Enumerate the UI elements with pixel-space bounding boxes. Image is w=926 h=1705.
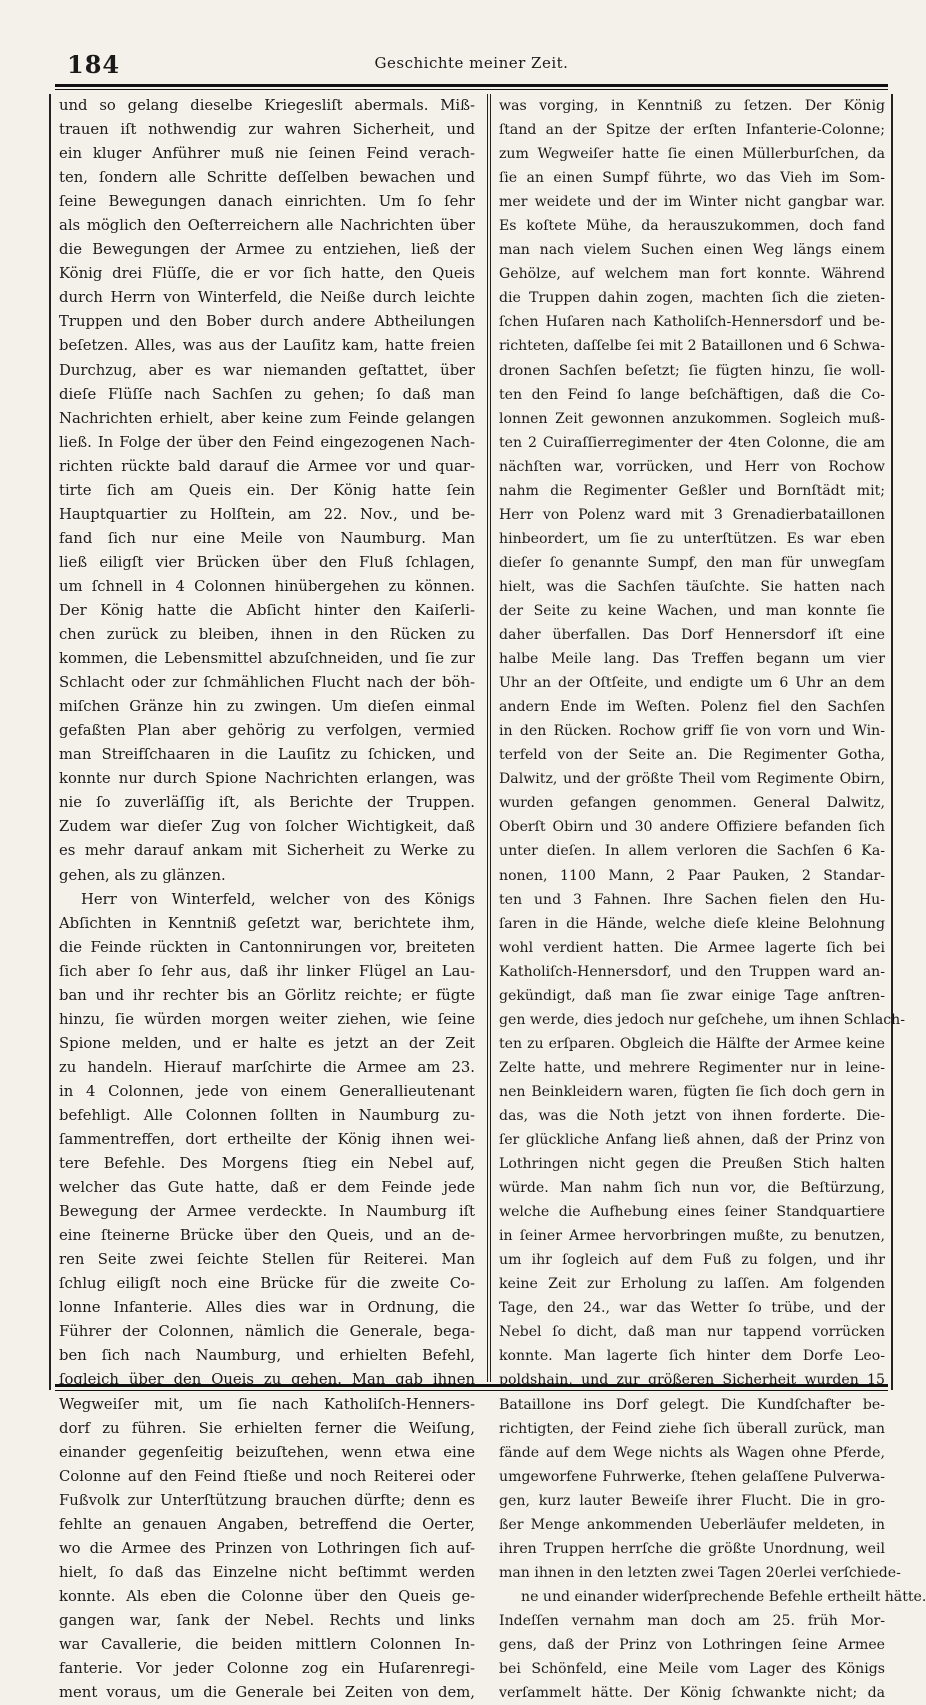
text-line: gens, daß der Prinz von Lothringen ſeine Armee	[499, 1637, 885, 1653]
text-line: fanterie. Vor jeder Colonne zog ein Huſarenregi-	[59, 1660, 475, 1678]
text-line: in 4 Colonnen, jede von einem Generallieutenant	[59, 1082, 475, 1100]
text-line: Zelte hatte, und mehrere Regimenter nur in leine-	[499, 1059, 885, 1076]
text-line: die Feinde rückten in Cantonnirungen vor, breiteten	[59, 938, 475, 956]
text-line: um ihr ſogleich auf dem Fuß zu folgen, und ihr	[499, 1252, 885, 1269]
text-line: gangen war, ſank der Nebel. Rechts und links	[59, 1611, 475, 1629]
text-line: war Cavallerie, die beiden mittlern Colonnen In-	[59, 1636, 475, 1653]
text-line: welcher das Gute hatte, daß er dem Feinde jede	[59, 1179, 475, 1197]
running-title: Geschichte meiner Zeit.	[374, 54, 569, 72]
text-line: es mehr darauf ankam mit Sicherheit zu Werke zu	[59, 842, 475, 860]
text-line: ließ eiligſt vier Brücken über den Fluß ſchlagen,	[59, 553, 475, 571]
text-line: nonen, 1100 Mann, 2 Paar Pauken, 2 Standar-	[499, 867, 885, 884]
text-line: konnte nur durch Spione Nachrichten erlangen, was	[59, 770, 475, 788]
page-number: 184	[67, 50, 121, 79]
text-line: Katholiſch-Hennersdorf, und den Truppen ward an-	[499, 963, 885, 980]
header-rule-thin	[55, 89, 888, 90]
text-line: wo die Armee des Prinzen von Lothringen ſich auf-	[59, 1539, 475, 1557]
text-line: terfeld von der Seite an. Die Regimenter Gotha,	[499, 747, 885, 764]
text-line: Truppen und den Bober durch andere Abtheilungen	[59, 313, 475, 331]
text-line: befehligt. Alle Colonnen ſollten in Naumburg zu-	[59, 1106, 475, 1124]
text-line: ſchen Huſaren nach Katholiſch-Hennersdorf und be-	[499, 314, 885, 331]
text-line: welche die Aufhebung eines ſeiner Standquartiere	[499, 1204, 885, 1221]
text-line: ten, ſondern alle Schritte deſſelben bewachen und	[59, 169, 475, 187]
text-line: unter dieſen. In allem verloren die Sachſen 6 Ka-	[499, 843, 885, 860]
text-line: Der König hatte die Abſicht hinter den Kaiſerli-	[59, 601, 475, 619]
text-line: Spione melden, und er halte es jetzt an der Zeit	[59, 1034, 475, 1052]
text-line: gekündigt, daß man ſie zwar einige Tage anſtren-	[499, 987, 885, 1004]
text-line: hinzu, ſie würden morgen weiter ziehen, wie ſeine	[59, 1010, 475, 1028]
text-line: Hauptquartier zu Holſtein, am 22. Nov., und be-	[59, 505, 475, 523]
text-line: ſeine Bewegungen danach einrichten. Um ſo ſehr	[59, 193, 475, 211]
text-line: ten 2 Cuiraſſierregimenter der 4ten Colonne, die am	[499, 434, 885, 451]
text-line: wurden gefangen genommen. General Dalwitz,	[499, 795, 885, 812]
text-line: fand ſich nur eine Meile von Naumburg. Man	[59, 529, 475, 547]
text-columns	[55, 94, 926, 1702]
text-line: nie ſo zuverläſſig iſt, als Berichte der Truppen.	[59, 794, 475, 812]
text-line: verſammelt hätte. Der König ſchwankte nicht; da	[499, 1685, 885, 1702]
text-line: was vorging, in Kenntniß zu ſetzen. Der König	[499, 98, 885, 114]
text-line: Zudem war dieſer Zug von ſolcher Wichtigkeit, daß	[59, 818, 475, 836]
text-line: ließ. In Folge der über den Feind eingezogenen Nach-	[59, 433, 475, 451]
text-line: hielt, ſo daß das Einzelne nicht beſtimmt werden	[59, 1563, 475, 1581]
text-line: Oberſt Obirn und 30 andere Offiziere befanden ſich	[499, 819, 885, 836]
text-line: ten und 3 Fahnen. Ihre Sachen fielen den Hu-	[499, 891, 885, 908]
text-line: ben ſich nach Naumburg, und erhielten Befehl,	[59, 1347, 475, 1365]
text-line: ſie an einen Sumpf führte, wo das Vieh im Som-	[499, 170, 885, 187]
text-line: ten zu erſparen. Obgleich die Hälfte der Armee keine	[499, 1035, 885, 1052]
footer-rule	[55, 1384, 888, 1387]
text-line: man Streifſchaaren in die Lauſitz zu ſchicken, und	[59, 746, 475, 764]
text-line: ſaren in die Hände, welche dieſe kleine Belohnung	[499, 915, 885, 932]
text-line: nen Beinkleidern waren, fügten ſie ſich doch gern in	[499, 1083, 885, 1100]
text-line: miſchen Gränze hin zu zwingen. Um dieſen einmal	[59, 698, 475, 716]
text-line: und so gelang dieselbe Kriegesliſt abermals. Miß-	[59, 97, 475, 114]
text-line: konnte. Man lagerte ſich hinter dem Dorfe Leo-	[499, 1348, 885, 1365]
text-line: Schlacht oder zur ſchmählichen Flucht nach der böh-	[59, 674, 475, 692]
header-rule	[55, 84, 888, 87]
right-column	[499, 94, 926, 1702]
text-line: lonnen Zeit gewonnen anzukommen. Sogleich muß-	[499, 410, 885, 427]
text-line: Es koſtete Mühe, da herauszukommen, doch fand	[499, 218, 885, 235]
text-line: ſogleich über den Queis zu gehen. Man gab ihnen	[59, 1371, 475, 1389]
text-line: eine ſteinerne Brücke über den Queis, und an de-	[59, 1227, 475, 1245]
text-line: richten rückte bald darauf die Armee vor und quar-	[59, 457, 475, 475]
text-line: gen werde, dies jedoch nur geſchehe, um ihnen Schlach-	[499, 1011, 906, 1028]
text-line: man ihnen in den letzten zwei Tagen 20erlei verſchiede-	[499, 1564, 901, 1581]
text-line: bei Schönfeld, eine Meile vom Lager des Königs	[499, 1661, 885, 1678]
text-line: halbe Meile lang. Das Treffen begann um vier	[499, 651, 885, 668]
text-line: ßer Menge ankommenden Ueberläufer meldeten, in	[499, 1516, 885, 1533]
text-line: Bewegung der Armee verdeckte. In Naumburg iſt	[59, 1203, 475, 1221]
text-line: Herr von Polenz ward mit 3 Grenadierbataillonen	[499, 506, 885, 523]
text-line: würde. Man nahm ſich nun vor, die Beſtürzung,	[499, 1180, 885, 1197]
text-line: keine Zeit zur Erholung zu laſſen. Am folgenden	[499, 1276, 885, 1293]
text-line: die Bewegungen der Armee zu entziehen, ließ der	[59, 241, 475, 259]
text-line: gen, kurz lauter Beweiſe ihrer Flucht. Die in gro-	[499, 1492, 885, 1509]
text-line: trauen iſt nothwendig zur wahren Sicherheit, und	[59, 121, 475, 139]
text-line: ſer glückliche Anfang ließ ahnen, daß der Prinz von	[499, 1132, 885, 1149]
text-line: lonne Infanterie. Alles dies war in Ordnung, die	[59, 1299, 475, 1317]
text-line: dieſer ſo genannte Sumpf, den man für unwegſam	[499, 554, 885, 571]
text-line: daher überfallen. Das Dorf Hennersdorf iſt eine	[499, 627, 885, 644]
text-line: nahm die Regimenter Geßler und Bornſtädt mit;	[499, 482, 885, 499]
text-line: in ſeiner Armee hervorbringen mußte, zu benutzen,	[499, 1228, 885, 1245]
text-line: ment voraus, um die Generale bei Zeiten von dem,	[59, 1684, 475, 1702]
text-line: ein kluger Anführer muß nie ſeinen Feind verach-	[59, 145, 475, 163]
text-line: dieſe Flüſſe nach Sachſen zu gehen; ſo daß man	[59, 385, 475, 403]
left-border-rule	[49, 94, 51, 1390]
text-line: Nachrichten erhielt, aber keine zum Feinde gelangen	[59, 409, 475, 427]
text-line: Indeſſen vernahm man doch am 25. früh Mor-	[499, 1612, 885, 1629]
text-line: tirte ſich am Queis ein. Der König hatte ſein	[59, 481, 475, 499]
text-line: Wegweiſer mit, um ſie nach Katholiſch-Henners-	[59, 1395, 475, 1413]
text-line: in den Rücken. Rochow griff ſie von vorn und Win-	[499, 723, 885, 740]
text-line: einander gegenſeitig beizuſtehen, wenn etwa eine	[59, 1443, 475, 1461]
text-line: fehlte an genauen Angaben, betreffend die Oerter,	[59, 1515, 475, 1533]
text-line: Führer der Colonnen, nämlich die Generale, bega-	[59, 1323, 475, 1341]
footer-rule-thin	[55, 1390, 888, 1391]
text-line: poldshain, und zur größeren Sicherheit wurden 15	[499, 1372, 885, 1389]
text-line: als möglich den Oeſterreichern alle Nachrichten über	[59, 217, 475, 235]
text-line: hielt, was die Sachſen täuſchte. Sie hatten nach	[499, 578, 885, 595]
text-line: hinbeordert, um ſie zu unterſtützen. Es war eben	[499, 530, 885, 547]
text-line: ten den Feind ſo lange beſchäftigen, daß die Co-	[499, 386, 885, 403]
text-line: andern Ende im Weſten. Polenz fiel den Sachſen	[499, 699, 885, 716]
text-line: umgeworfene Fuhrwerke, ſtehen gelaſſene Pulverwa-	[499, 1468, 885, 1485]
text-line: Durchzug, aber es war niemanden geſtattet, über	[59, 361, 475, 379]
text-line: ne und einander widerſprechende Befehle ertheilt hätte.	[521, 1588, 926, 1605]
text-line: das, was die Noth jetzt von ihnen forderte. Die-	[499, 1107, 885, 1124]
text-line: Herr von Winterfeld, welcher von des Königs	[81, 890, 475, 908]
page-frame	[55, 40, 926, 1702]
text-line: König drei Flüſſe, die er vor ſich hatte, den Queis	[59, 265, 475, 283]
text-line: ſchlug eiligſt noch eine Brücke für die zweite Co-	[59, 1275, 475, 1293]
column-divider	[487, 94, 491, 1382]
text-line: gefaßten Plan aber gehörig zu verfolgen, vermied	[59, 722, 475, 740]
text-line: chen zurück zu bleiben, ihnen in den Rücken zu	[59, 626, 475, 644]
text-line: Tage, den 24., war das Wetter ſo trübe, und der	[499, 1300, 885, 1317]
text-line: Nebel ſo dicht, daß man nur tappend vorrücken	[499, 1324, 885, 1341]
text-line: Dalwitz, und der größte Theil vom Regimente Obirn,	[499, 771, 885, 788]
text-line: nächſten war, vorrücken, und Herr von Rochow	[499, 458, 885, 475]
text-line: Colonne auf den Feind ſtieße und noch Reiterei oder	[59, 1467, 475, 1485]
text-line: richtigten, der Feind ziehe ſich überall zurück, man	[499, 1420, 885, 1437]
text-line: um ſchnell in 4 Colonnen hinübergehen zu können.	[59, 577, 475, 595]
text-line: Gehölze, auf welchem man fort konnte. Während	[499, 266, 885, 283]
text-line: ren Seite zwei ſeichte Stellen für Reiterei. Man	[59, 1251, 475, 1269]
text-line: Fußvolk zur Unterſtützung brauchen dürfte; denn es	[59, 1491, 475, 1509]
text-line: konnte. Als eben die Colonne über den Queis ge-	[59, 1587, 475, 1605]
text-line: durch Herrn von Winterfeld, die Neiße durch leichte	[59, 289, 475, 307]
text-line: dorf zu führen. Sie erhielten ferner die Weiſung,	[59, 1419, 475, 1437]
left-column	[59, 94, 475, 1702]
text-line: Abſichten in Kenntniß geſetzt war, berichtete ihm,	[59, 914, 475, 932]
text-line: die Truppen dahin zogen, machten ſich die zieten-	[499, 290, 885, 307]
text-line: ihren Truppen herrſche die größte Unordnung, weil	[499, 1540, 885, 1557]
text-line: tere Befehle. Des Morgens ſtieg ein Nebel auf,	[59, 1155, 475, 1173]
text-line: Uhr an der Oſtſeite, und endigte um 6 Uhr an dem	[499, 675, 885, 692]
text-line: zum Wegweiſer hatte ſie einen Müllerburſchen, da	[499, 146, 885, 163]
text-line: richteten, daſſelbe ſei mit 2 Bataillonen und 6 Schwa-	[499, 338, 885, 355]
text-line: ſtand an der Spitze der erſten Infanterie-Colonne;	[499, 122, 885, 139]
text-line: man nach vielem Suchen einen Weg längs einem	[499, 242, 885, 259]
text-line: ſammentreffen, dort ertheilte der König ihnen wei-	[59, 1131, 475, 1149]
text-line: wohl verdient hatten. Die Armee lagerte ſich bei	[499, 939, 885, 956]
page-header	[55, 40, 888, 88]
text-line: zu handeln. Hierauf marſchirte die Armee am 23.	[59, 1058, 475, 1076]
text-line: beſetzen. Alles, was aus der Lauſitz kam, hatte freien	[59, 337, 475, 355]
right-border-rule	[891, 94, 893, 1390]
text-line: der Seite zu keine Wachen, und man konnte ſie	[499, 602, 885, 619]
text-line: fände auf dem Wege nichts als Wagen ohne Pferde,	[499, 1444, 885, 1461]
text-line: ban und ihr rechter bis an Görlitz reichte; er fügte	[59, 986, 475, 1004]
text-line: dronen Sachſen beſetzt; ſie fügten hinzu, ſie woll-	[499, 362, 885, 379]
text-line: mer weidete und der im Winter nicht gangbar war.	[499, 194, 885, 211]
text-line: ſich aber ſo ſehr aus, daß ihr linker Flügel an Lau-	[59, 962, 475, 980]
text-line: Bataillone ins Dorf gelegt. Die Kundſchafter be-	[499, 1396, 885, 1413]
text-line: gehen, als zu glänzen.	[59, 866, 226, 884]
text-line: Lothringen nicht gegen die Preußen Stich halten	[499, 1156, 885, 1173]
text-line: kommen, die Lebensmittel abzuſchneiden, und ſie zur	[59, 650, 475, 668]
